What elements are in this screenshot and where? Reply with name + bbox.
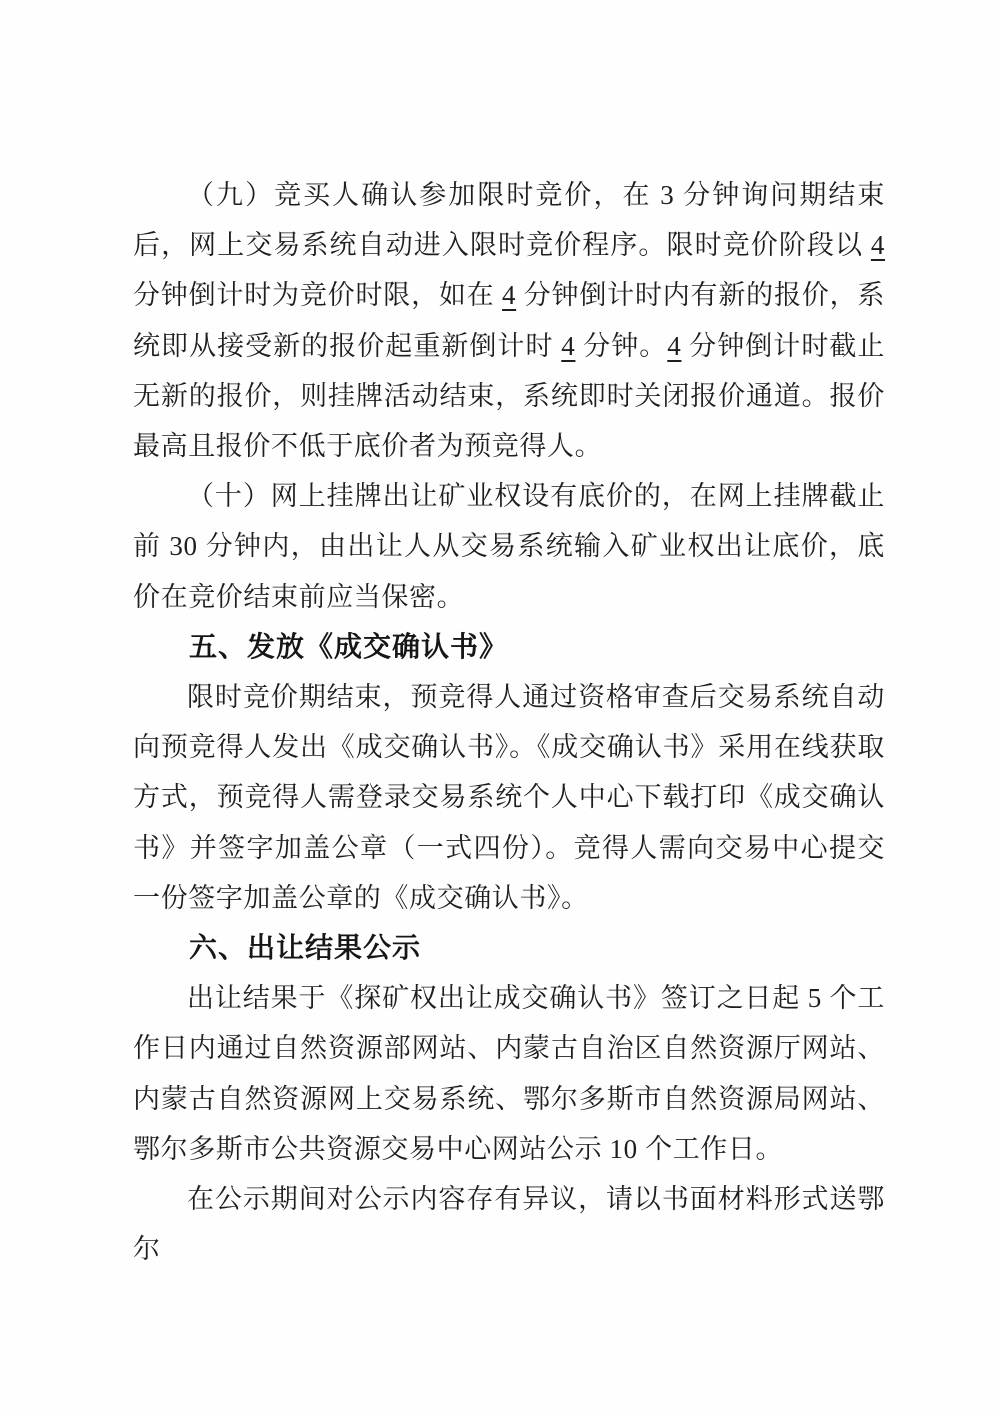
underlined-number: 4 — [561, 330, 576, 361]
paragraph-section-6-continued: 在公示期间对公示内容存有异议，请以书面材料形式送鄂尔 — [133, 1184, 885, 1265]
underlined-number: 4 — [502, 280, 517, 311]
section-heading-5: 五、发放《成交确认书》 — [189, 630, 509, 662]
document-body — [133, 170, 885, 1274]
paragraph-item-9-text: 分钟倒计时为竞价时限，如在 — [133, 280, 503, 311]
underlined-number: 4 — [870, 230, 885, 261]
paragraph-item-9-text: 分钟倒计时截止无新的报价，则挂牌活动结束，系统即时关闭报价通道。报价最高且报价不低于底价者为预竞得人。 — [133, 330, 885, 462]
section-heading-6: 六、出让结果公示 — [189, 932, 422, 964]
underlined-number: 4 — [667, 330, 682, 361]
paragraph-item-9-text: 分钟。 — [575, 330, 668, 361]
paragraph-section-5: 限时竞价期结束，预竞得人通过资格审查后交易系统自动向预竞得人发出《成交确认书》。《成交确认书》采用在线获取方式，预竞得人需登录交易系统个人中心下载打印《成交确认书》并签字加盖公章（一式四份）。竞得人需向交易中心提交一份签字加盖公章的《成交确认书》。 — [133, 682, 885, 913]
paragraph-section-6: 出让结果于《探矿权出让成交确认书》签订之日起 5 个工作日内通过自然资源部网站、内蒙古自治区自然资源厅网站、内蒙古自然资源网上交易系统、鄂尔多斯市自然资源局网站、鄂尔多斯市公共资源交易中心网站公示 10 个工作日。 — [133, 983, 885, 1164]
paragraph-item-9 — [133, 170, 885, 471]
paragraph-item-9-text: 分钟倒计时内有新的报价，系统即从接受新的报价起重新倒计时 — [133, 280, 885, 361]
paragraph-item-9-text: （九）竞买人确认参加限时竞价，在 3 分钟询问期结束后，网上交易系统自动进入限时竞价程序。限时竞价阶段以 — [133, 180, 885, 261]
paragraph-item-10: （十）网上挂牌出让矿业权设有底价的，在网上挂牌截止前 30 分钟内，由出让人从交易系统输入矿业权出让底价，底价在竞价结束前应当保密。 — [133, 481, 885, 612]
